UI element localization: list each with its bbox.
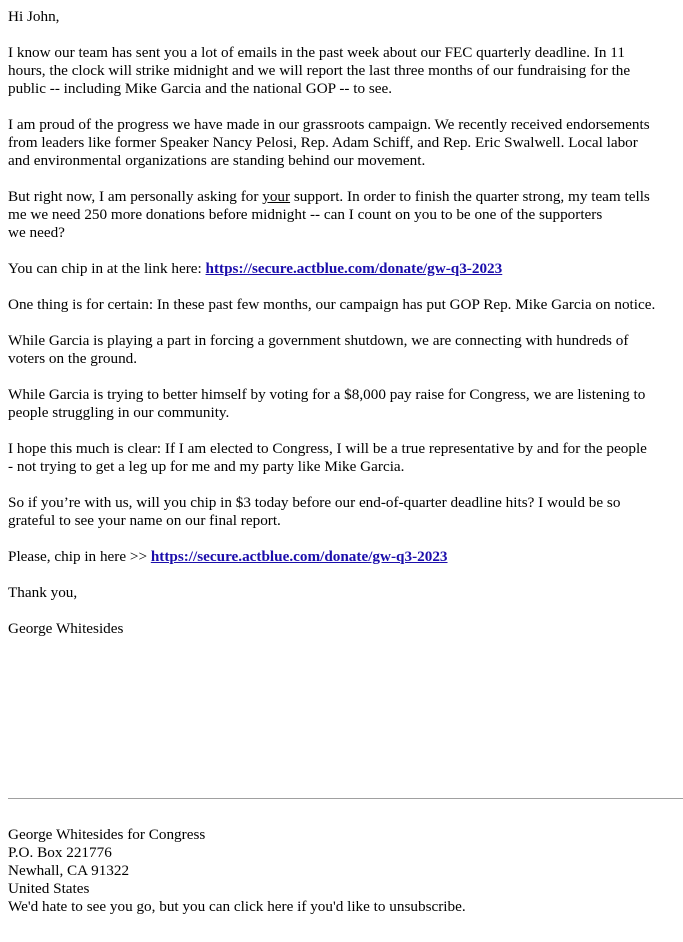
- paragraph-line: people struggling in our community.: [8, 404, 230, 421]
- unsubscribe-text[interactable]: We'd hate to see you go, but you can click here if you'd like to unsubscribe.: [8, 898, 466, 915]
- emphasis-your: your: [262, 188, 291, 205]
- paragraph-line: I am proud of the progress we have made in our grassroots campaign. We recently received endorsements: [8, 116, 650, 133]
- paragraph-notice: One thing is for certain: In these past few months, our campaign has put GOP Rep. Mike Garcia on notice.: [8, 296, 656, 313]
- paragraph-line: me we need 250 more donations before midnight -- can I count on you to be one of the supporters: [8, 206, 603, 223]
- paragraph-line: While Garcia is playing a part in forcing a government shutdown, we are connecting with hundreds of: [8, 332, 629, 349]
- paragraph-three-dollar-ask: [8, 494, 683, 530]
- paragraph-line: and environmental organizations are standing behind our movement.: [8, 152, 426, 169]
- paragraph-line: grateful to see your name on our final report.: [8, 512, 281, 529]
- paragraph-representative: [8, 440, 683, 476]
- email-body: [8, 8, 683, 656]
- paragraph-endorsements: [8, 116, 683, 170]
- closing: Thank you,: [8, 584, 78, 601]
- paragraph-line: from leaders like former Speaker Nancy Pelosi, Rep. Adam Schiff, and Rep. Eric Swalwell. Local labor: [8, 134, 638, 151]
- donate-link-2[interactable]: https://secure.actblue.com/donate/gw-q3-2023: [150, 548, 448, 565]
- signature: George Whitesides: [8, 620, 124, 637]
- paragraph-shutdown: [8, 332, 683, 368]
- paragraph-line: While Garcia is trying to better himself by voting for a $8,000 pay raise for Congress, we are listening to: [8, 386, 646, 403]
- donate-link[interactable]: https://secure.actblue.com/donate/gw-q3-2023: [205, 260, 503, 277]
- paragraph-line: I know our team has sent you a lot of emails in the past week about our FEC quarterly deadline. In 11: [8, 44, 625, 61]
- footer-country: United States: [8, 880, 90, 897]
- footer-po-box: P.O. Box 221776: [8, 844, 112, 861]
- footer-divider: [8, 798, 683, 799]
- paragraph-pay-raise: [8, 386, 683, 422]
- paragraph-line: hours, the clock will strike midnight and we will report the last three months of our fundraising for the: [8, 62, 631, 79]
- paragraph-ask: But right now, I am personally asking for your support. In order to finish the quarter strong, my team tells me we need 250 more donations before midnight -- can I count on you to be one of the supporters we need?: [8, 188, 650, 241]
- paragraph-line: - not trying to get a leg up for me and my party like Mike Garcia.: [8, 458, 405, 475]
- paragraph-line: public -- including Mike Garcia and the national GOP -- to see.: [8, 80, 393, 97]
- footer-city: Newhall, CA 91322: [8, 862, 130, 879]
- paragraph-line: we need?: [8, 224, 65, 241]
- greeting: Hi John,: [8, 8, 60, 25]
- paragraph-line: voters on the ground.: [8, 350, 138, 367]
- paragraph-chip-in-here: Please, chip in here >> https://secure.actblue.com/donate/gw-q3-2023: [8, 548, 448, 565]
- footer-org-name: George Whitesides for Congress: [8, 826, 206, 843]
- paragraph-fec-deadline: [8, 44, 683, 98]
- footer: [8, 826, 683, 916]
- paragraph-line: So if you’re with us, will you chip in $3 today before our end-of-quarter deadline hits? I would be so: [8, 494, 621, 511]
- paragraph-chip-in-link: You can chip in at the link here: https://secure.actblue.com/donate/gw-q3-2023: [8, 260, 503, 277]
- paragraph-line: I hope this much is clear: If I am elected to Congress, I will be a true representative by and for the people: [8, 440, 647, 457]
